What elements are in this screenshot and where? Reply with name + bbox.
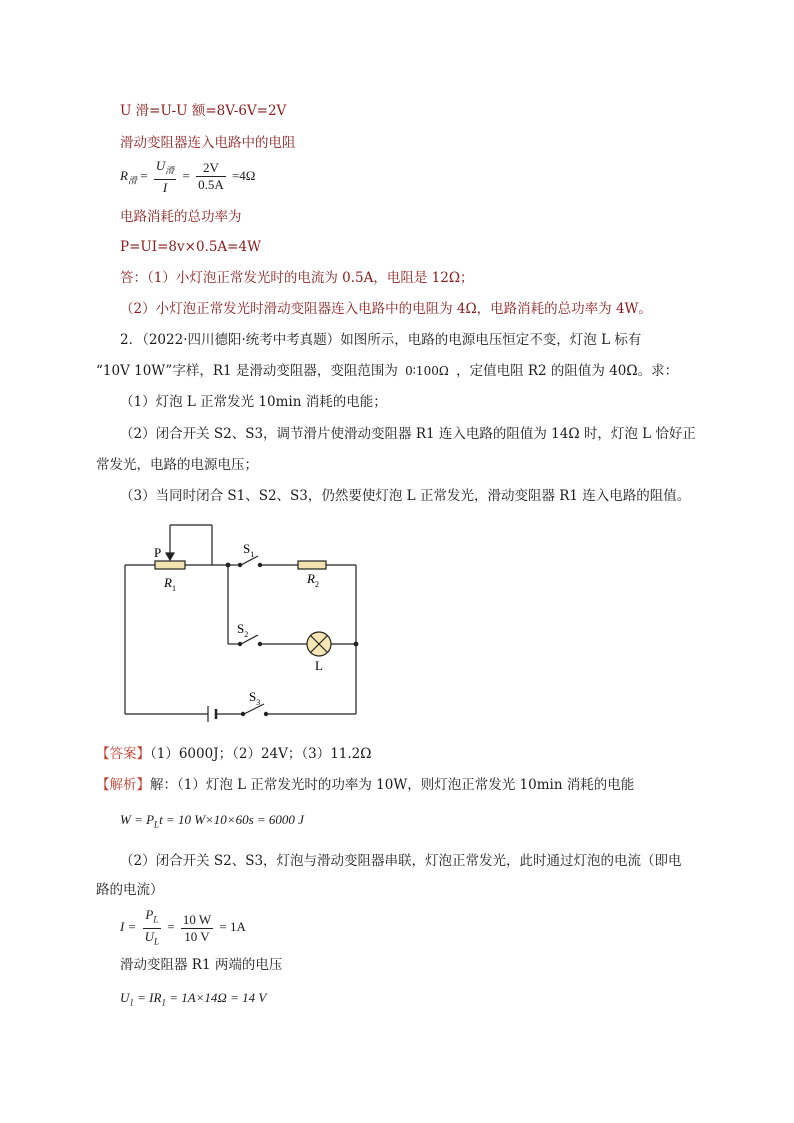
- analysis-line-3: 滑动变阻器 R1 两端的电压: [120, 957, 283, 973]
- question-2-line-1: 2．（2022·四川德阳·统考中考真题）如图所示，电路的电源电压恒定不变，灯泡 L 标有: [120, 332, 642, 348]
- circuit-diagram: [110, 515, 370, 725]
- answer-tag: 【答案】: [96, 746, 150, 762]
- energy-equation: $W = P_Lt = 10$ W×10×60s = 6000 J: [120, 812, 304, 830]
- question-2-sub-1: （1）灯泡 L 正常发光 10min 消耗的电能；: [120, 394, 387, 410]
- resistor-r2: [298, 561, 326, 569]
- label-s1: $S_1$: [243, 541, 255, 559]
- power-equation-line: P=UI=8v×0.5A=4W: [120, 239, 261, 255]
- voltage-step-line: U 滑=U-U 额=8V-6V=2V: [120, 103, 287, 119]
- question-2-line-2: “10V 10W”字样，R1 是滑动变阻器，变阻范围为 0∶100Ω ，定值电阻 R2 的阻值为 40Ω。求：: [96, 363, 679, 379]
- junction-node-right: [354, 642, 359, 647]
- power-intro-line: 电路消耗的总功率为: [120, 209, 242, 225]
- slider-p-arrow: [166, 553, 174, 560]
- answer-line-1: 答：（1）小灯泡正常发光时的电流为 0.5A，电阻是 12Ω；: [120, 270, 474, 286]
- current-equation: I = $\frac{P_L}{U_L}$ = $\frac{10 W}{10 V}$ = 1A: [120, 907, 246, 947]
- answer-line-2: （2）小灯泡正常发光时滑动变阻器连入电路中的电阻为 4Ω，电路消耗的总功率为 4W。: [120, 301, 652, 317]
- question-2-sub-2a: （2）闭合开关 S2、S3，调节滑片使滑动变阻器 R1 连入电路的阻值为 14Ω 时，灯泡 L 恰好正: [120, 426, 696, 442]
- range-value: 0∶100Ω: [405, 364, 449, 378]
- label-s3: $S_3$: [249, 689, 261, 707]
- resistance-equation: $R_滑$ = $\frac{U_滑}{I}$ = $\frac{2V}{0.5A}$ =4Ω: [120, 158, 256, 195]
- analysis-line-2b: 路的电流）: [96, 882, 164, 898]
- label-s2: $S_2$: [237, 621, 249, 639]
- label-r1: $R_1$: [164, 575, 176, 593]
- analysis-line-2a: （2）闭合开关 S2、S3，灯泡与滑动变阻器串联，灯泡正常发光，此时通过灯泡的电流（即电: [120, 853, 682, 869]
- question-2-sub-3: （3）当同时闭合 S1、S2、S3，仍然要使灯泡 L 正常发光，滑动变阻器 R1 连入电路的阻值。: [120, 488, 691, 504]
- analysis-tag: 【解析】: [96, 777, 150, 793]
- label-l: L: [315, 658, 323, 673]
- resistance-intro-line: 滑动变阻器连入电路中的电阻: [120, 135, 296, 151]
- label-p: P: [154, 545, 162, 560]
- junction-node: [226, 563, 231, 568]
- answer-line: 【答案】（1）6000J；（2）24V；（3）11.2Ω: [96, 746, 372, 762]
- analysis-line-1: 【解析】解：（1）灯泡 L 正常发光时的功率为 10W，则灯泡正常发光 10min 消耗的电能: [96, 777, 635, 793]
- voltage-equation: $U_1 = IR_1 = 1A\times 14\Omega = 14$ V: [120, 990, 267, 1008]
- label-r2: $R_2$: [307, 571, 319, 589]
- question-2-sub-2b: 常发光，电路的电源电压；: [96, 457, 258, 473]
- switch-s3: [244, 704, 264, 714]
- resistor-r1: [155, 561, 185, 569]
